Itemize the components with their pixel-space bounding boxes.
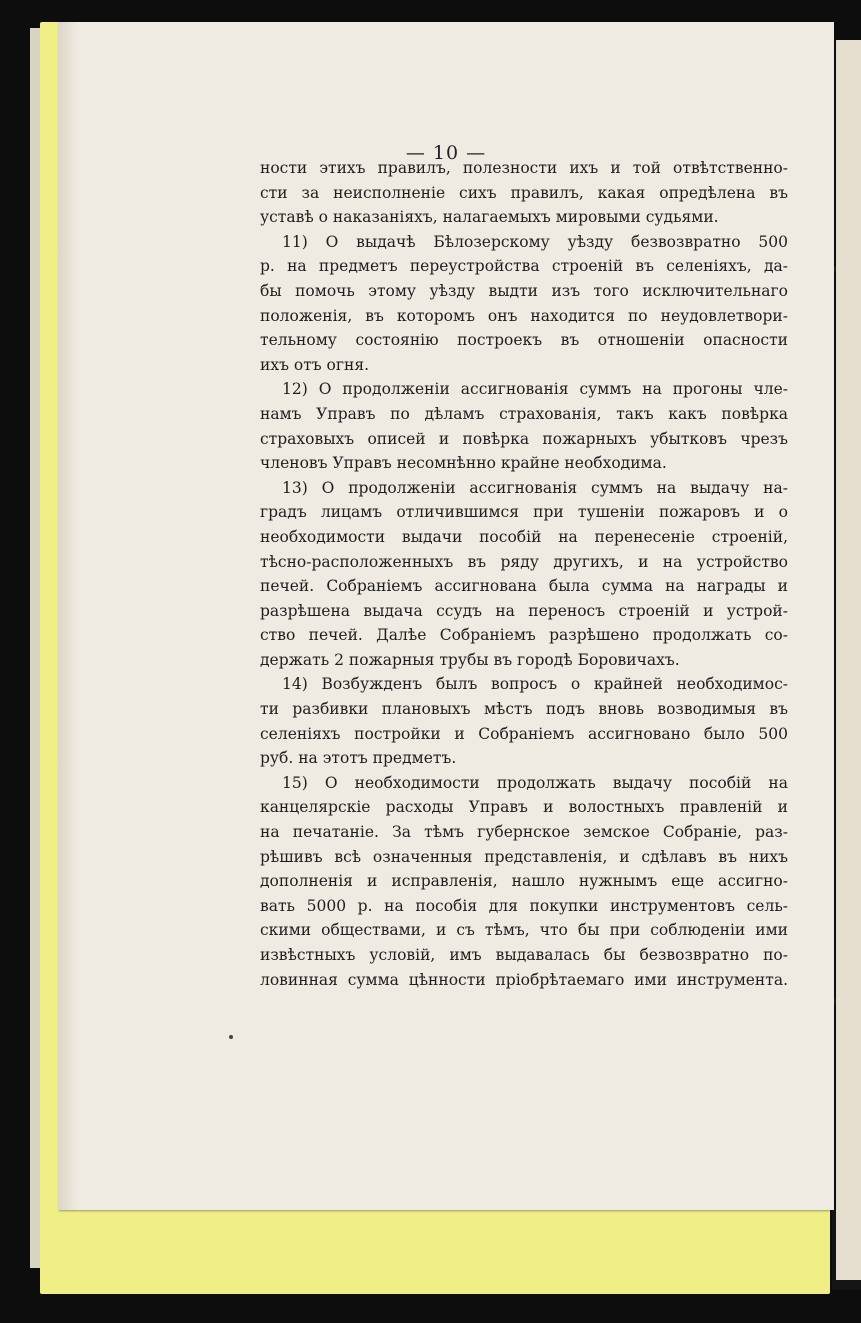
page-number: — 10 — xyxy=(405,142,487,164)
text-line: градъ лицамъ отличившимся при тушеніи пожаровъ и о xyxy=(260,503,788,522)
text-line: 12) О продолженіи ассигнованія суммъ на прогоны чле- xyxy=(282,380,788,399)
text-line: необходимости выдачи пособій на перенесеніе строеній, xyxy=(260,527,788,546)
page-body-text xyxy=(260,156,788,992)
text-line: уставѣ о наказаніяхъ, налагаемыхъ мировыми судьями. xyxy=(260,208,719,227)
text-line: намъ Управъ по дѣламъ страхованія, такъ какъ повѣрка xyxy=(260,404,788,423)
text-line: бы помочь этому уѣзду выдти изъ того исключительнаго xyxy=(260,281,788,300)
text-line: канцелярскіе расходы Управъ и волостныхъ правленій и xyxy=(260,798,788,817)
text-line: извѣстныхъ условій, имъ выдавалась бы безвозвратно по- xyxy=(260,946,788,964)
text-line: 11) О выдачѣ Бѣлозерскому уѣзду безвозвратно 500 xyxy=(282,232,788,251)
text-line: членовъ Управъ несомнѣнно крайне необходима. xyxy=(260,454,667,473)
text-line: ство печей. Далѣе Собраніемъ разрѣшено продолжать со- xyxy=(260,626,788,645)
text-line: дополненія и исправленія, нашло нужнымъ еще ассигно- xyxy=(260,872,788,891)
text-line: селеніяхъ постройки и Собраніемъ ассигновано было 500 xyxy=(260,724,788,743)
text-line: 13) О продолженіи ассигнованія суммъ на выдачу на- xyxy=(282,478,788,497)
ink-speck xyxy=(229,1035,233,1039)
text-line: вать 5000 р. на пособія для покупки инструментовъ сель- xyxy=(260,896,788,915)
text-line: держать 2 пожарныя трубы въ городѣ Боровичахъ. xyxy=(260,650,680,669)
text-line: ти разбивки плановыхъ мѣстъ подъ вновь возводимыя въ xyxy=(260,700,788,719)
text-line: ихъ отъ огня. xyxy=(260,355,370,374)
text-line: тѣсно-расположенныхъ въ ряду другихъ, и на устройство xyxy=(260,552,788,571)
text-line: 14) Возбужденъ былъ вопросъ о крайней необходимос- xyxy=(282,675,788,694)
text-line: 15) О необходимости продолжать выдачу пособій на xyxy=(282,773,788,792)
text-line: рѣшивъ всѣ означенныя представленія, и сдѣлавъ въ нихъ xyxy=(260,847,788,866)
text-line: на печатаніе. За тѣмъ губернское земское Собраніе, раз- xyxy=(260,823,788,842)
text-line: скими обществами, и съ тѣмъ, что бы при соблюденіи ими xyxy=(260,921,788,940)
text-line: страховыхъ описей и повѣрка пожарныхъ убытковъ чрезъ xyxy=(260,429,788,448)
next-page-edge xyxy=(836,40,861,1280)
text-line: тельному состоянію построекъ въ отношеніи опасности xyxy=(260,331,788,350)
text-line: печей. Собраніемъ ассигнована была сумма на награды и xyxy=(260,577,788,596)
text-line: ловинная сумма цѣнности пріобрѣтаемаго ими инструмента. xyxy=(260,970,788,989)
text-line: ности этихъ правилъ, полезности ихъ и той отвѣтственно- xyxy=(260,159,788,177)
text-line: положенія, въ которомъ онъ находится по неудовлетвори- xyxy=(260,306,788,325)
text-line: разрѣшена выдача ссудъ на переносъ строеній и устрой- xyxy=(260,601,788,620)
text-line: р. на предметъ переустройства строеній въ селеніяхъ, да- xyxy=(260,257,788,276)
text-line: руб. на этотъ предметъ. xyxy=(260,749,457,768)
text-line: сти за неисполненіе сихъ правилъ, какая опредѣлена въ xyxy=(260,183,788,202)
